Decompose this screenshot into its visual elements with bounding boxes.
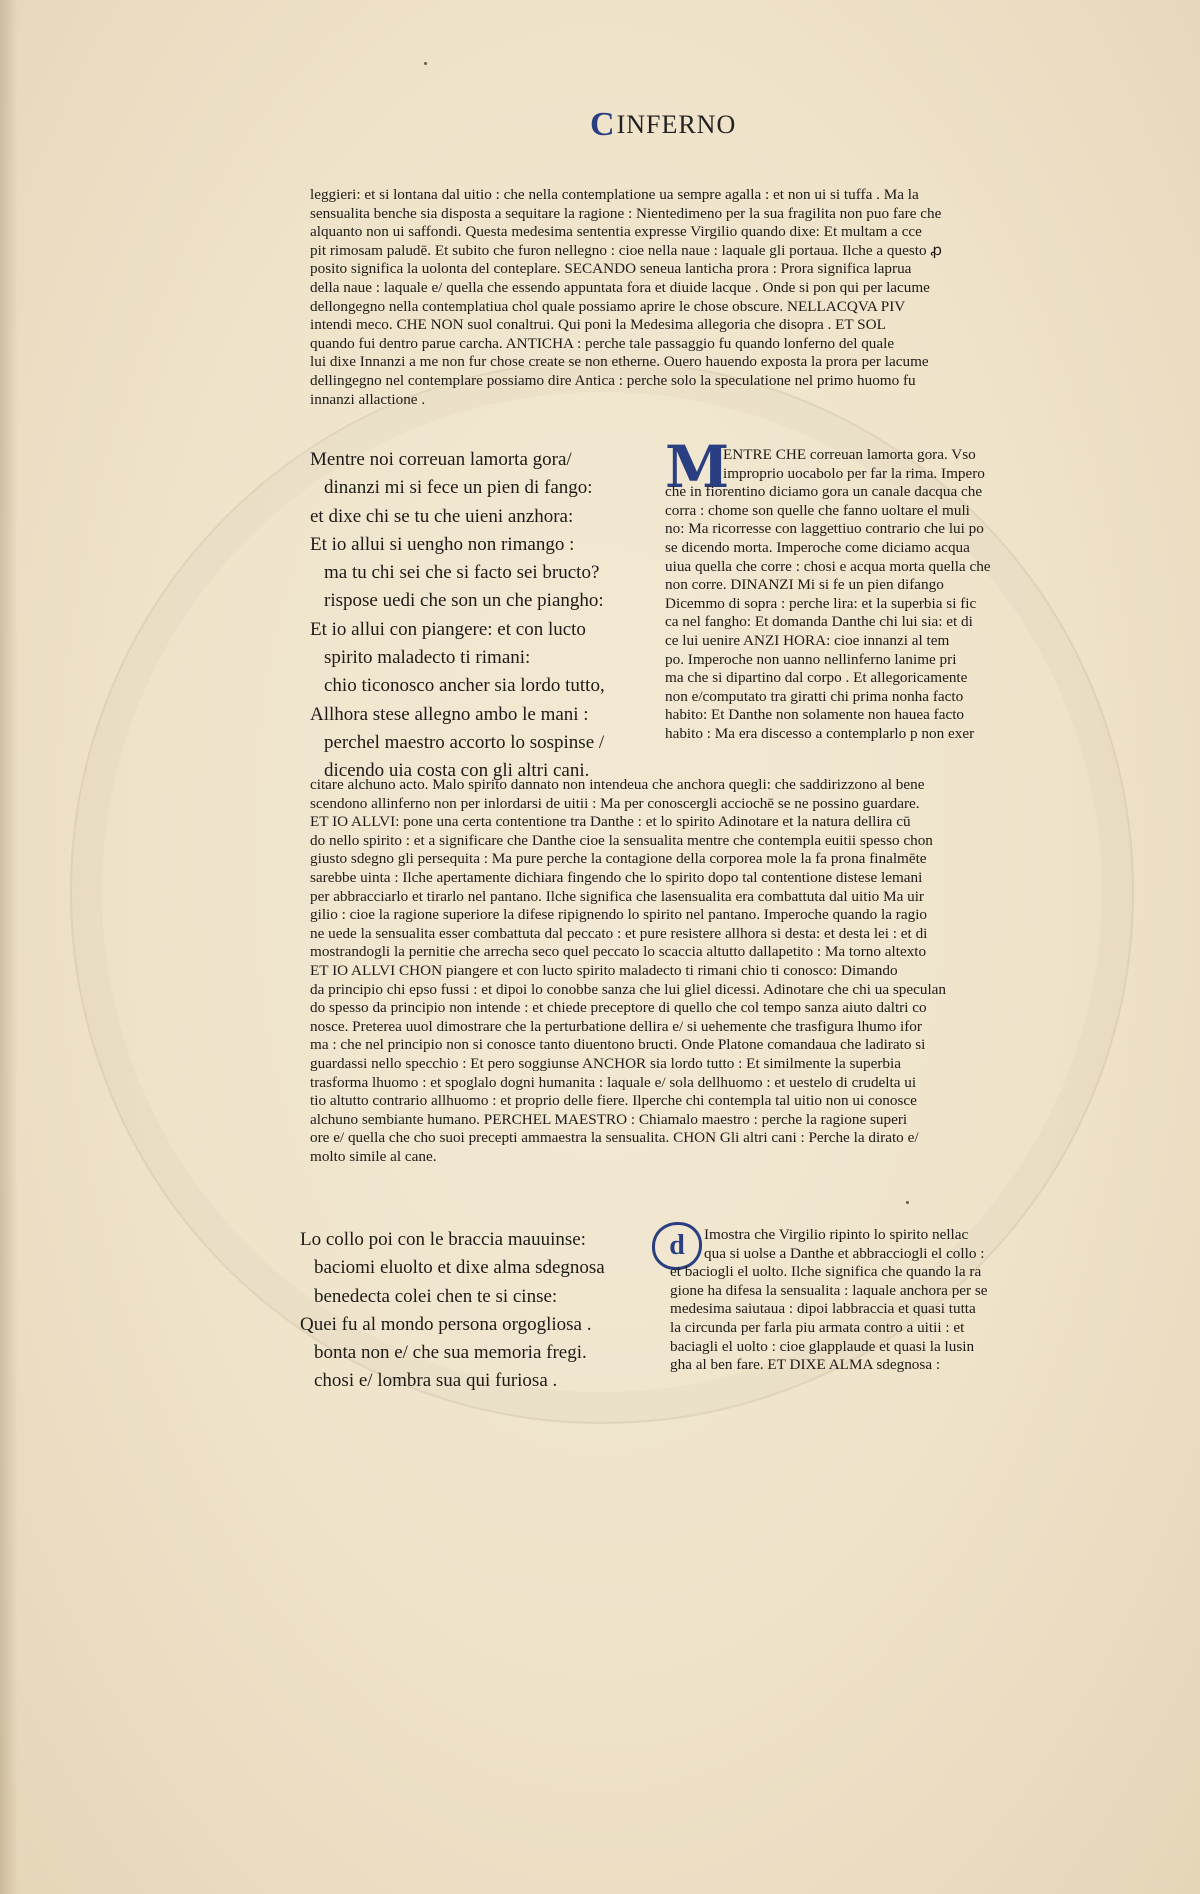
commentary-column-1: [665, 446, 1065, 744]
text-line: scendono allinferno non per inlordarsi de uitii : Ma per conoscergli acciochē se ne possino guardare.: [310, 794, 920, 812]
text-line: ca nel fangho: Et domanda Danthe chi lui sia: et di: [665, 613, 973, 631]
verse-line: ma tu chi sei che si facto sei bructo?: [324, 562, 600, 584]
text-line: habito : Ma era discesso a contemplarlo p non exer: [665, 724, 975, 742]
text-line: sarebbe uinta : Ilche apertamente dichiara fingendo che lo spirito dopo tal contentione distese lemani: [310, 868, 923, 886]
text-line: uiua quella che corre : chosi e acqua morta quella che: [665, 557, 991, 575]
verse-line: et dixe chi se tu che uieni anzhora:: [310, 505, 574, 527]
text-line: leggieri: et si lontana dal uitio : che nella contemplatione ua sempre agalla : et non ui si tuffa . Ma la: [310, 186, 919, 203]
text-line: giusto sdegno gli persequita : Ma pure perche la contagione della corporea mole la fa prona finalmēte: [310, 850, 927, 868]
drop-cap-d: d: [652, 1222, 702, 1270]
text-line: la circunda per farla piu armata contro a uitii : et: [670, 1318, 965, 1336]
text-line: corra : chome son quelle che fanno uoltare el muli: [665, 501, 970, 519]
commentary-top: [310, 186, 1062, 409]
text-line: citare alchuno acto. Malo spirito dannato non intendeua che anchora quegli: che saddirizzono al bene: [310, 776, 925, 793]
ink-speck: [424, 62, 427, 65]
verse-line: Allhora stese allegno ambo le mani :: [310, 703, 589, 725]
text-line: Imostra che Virgilio ripinto lo spirito nellac: [704, 1226, 969, 1243]
text-line: baciagli el uolto : cioe glapplaude et quasi la lusin: [670, 1337, 975, 1355]
text-line: alquanto non ui saffondi. Questa medesima sententia expresse Virgilio quando dixe: Et multam a cce: [310, 223, 922, 241]
verse-line: Et io allui si uengho non rimango :: [310, 533, 575, 555]
text-line: ma : che nel principio non si conosce tanto diuentono bructi. Onde Platone comandaua che ladirato si: [310, 1036, 926, 1054]
text-line: ore e/ quella che cho suoi precepti ammaestra la sensualita. CHON Gli altri cani : Perche la dirato e/: [310, 1129, 919, 1147]
text-line: pit rimosam paludē. Et subito che furon nellegno : cioe nella naue : laquale gli portaua. Ilche a questo ꝓ: [310, 241, 943, 259]
ink-speck: [906, 1201, 909, 1204]
commentary-middle: [310, 776, 1062, 1166]
text-line: dellongegno nella contemplatiua chol quale possiamo aprire le chose obscure. NELLACQVA PIV: [310, 297, 906, 315]
text-line: improprio uocabolo per far la rima. Impero: [723, 464, 985, 482]
text-line: sensualita benche sia disposta a sequitare la ragione : Nientedimeno per la sua fragilita non puo fare che: [310, 204, 942, 222]
verse-line: chosi e/ lombra sua qui furiosa .: [314, 1370, 558, 1392]
text-line: po. Imperoche non uanno nellinferno lanime pri: [665, 650, 957, 668]
verse-line: bonta non e/ che sua memoria fregi.: [314, 1342, 587, 1364]
text-line: et baciogli el uolto. Ilche significa che quando la ra: [670, 1263, 982, 1281]
text-line: gilio : cioe la ragione superiore la difese ripignendo lo spirito nel pantano. Imperoche quando la ragio: [310, 906, 928, 924]
text-line: habito: Et Danthe non solamente non hauea facto: [665, 706, 965, 724]
text-line: do nello spirito : et a significare che Danthe cioe la sensualita mentre che contempla euitii spesso chon: [310, 831, 933, 849]
text-line: Dicemmo di sopra : perche lira: et la superbia si fic: [665, 594, 977, 612]
verse-line: benedecta colei chen te si cinse:: [314, 1285, 558, 1307]
text-line: qua si uolse a Danthe et abbracciogli el collo :: [704, 1244, 985, 1262]
running-head: [590, 108, 736, 142]
verse-line: spirito maladecto ti rimani:: [324, 647, 531, 669]
text-line: medesima saiutaua : dipoi labbraccia et quasi tutta: [670, 1300, 976, 1318]
verse-line: dicendo uia costa con gli altri cani.: [324, 760, 590, 782]
verse-line: rispose uedi che son un che piangho:: [324, 590, 604, 612]
text-line: per abbracciarlo et tirarlo nel pantano. Ilche significa che lasensualita era combattuta dal uitio Ma uir: [310, 887, 924, 905]
text-line: da principio chi epso fussi : et dipoi lo conobbe sanza che lui gliel dicessi. Adinotare che chi ua speculan: [310, 980, 947, 998]
text-line: ne uede la sensualita esser combattuta dal peccato : et pure resistere allhora si desta: et desta lei : et di: [310, 924, 928, 942]
text-line: non e/computato tra giratti chi prima nonha facto: [665, 687, 964, 705]
text-line: intendi meco. CHE NON suol conaltrui. Qui poni la Medesima allegoria che disopra . ET SOL: [310, 316, 886, 334]
verse-line: Mentre noi correuan lamorta gora/: [310, 449, 572, 470]
drop-cap-m: M: [665, 433, 730, 501]
text-line: della naue : laquale e/ quella che essendo appuntata fora et diuide lacque . Onde si pon qui per lacume: [310, 278, 930, 296]
text-line: ma che si dipartino dal corpo . Et allegoricamente: [665, 669, 968, 687]
text-line: lui dixe Innanzi a me non fur chose create se non etherne. Ouero hauendo exposta la prora per lacume: [310, 353, 929, 371]
text-line: dellingegno nel contemplare possiamo dire Antica : perche solo la speculatione nel primo huomo fu: [310, 371, 916, 389]
text-line: ENTRE CHE correuan lamorta gora. Vso: [723, 446, 976, 463]
text-line: posito significa la uolonta del conteplare. SECANDO seneua lanticha prora : Prora significa laprua: [310, 260, 912, 278]
verse-stanza-2: [300, 1226, 660, 1396]
verse-line: dinanzi mi si fece un pien di fango:: [324, 477, 593, 499]
running-head-initial: C: [590, 106, 616, 143]
text-line: mostrandogli la pernitie che arrecha seco quel peccato lo scaccia altutto dallapetito : Ma torno altexto: [310, 943, 927, 961]
text-line: alchuno sembiante humano. PERCHEL MAESTRO : Chiamalo maestro : perche la ragione superi: [310, 1110, 908, 1128]
text-line: non corre. DINANZI Mi si fe un pien difango: [665, 576, 944, 594]
verse-line: chio ticonosco ancher sia lordo tutto,: [324, 675, 605, 697]
text-line: gha al ben fare. ET DIXE ALMA sdegnosa :: [670, 1356, 941, 1374]
text-line: ET IO ALLVI: pone una certa contentione tra Danthe : et lo spirito Adinotare et la natura dellira cū: [310, 813, 911, 831]
text-line: innanzi allactione .: [310, 390, 426, 408]
text-line: ET IO ALLVI CHON piangere et con lucto spirito maladecto ti rimani chio ti conosco: Dimando: [310, 961, 898, 979]
text-line: che in fiorentino diciamo gora un canale dacqua che: [665, 483, 983, 501]
text-line: guardassi nello specchio : Et pero soggiunse ANCHOR sia lordo tutto : Et similmente la superbia: [310, 1054, 901, 1072]
verse-stanza-1: [310, 446, 660, 786]
verse-line: perchel maestro accorto lo sospinse /: [324, 731, 605, 753]
verse-line: Lo collo poi con le braccia mauuinse:: [300, 1229, 586, 1250]
text-line: quando fui dentro parue carcha. ANTICHA : perche tale passaggio fu quando lonferno del quale: [310, 334, 895, 352]
commentary-column-2: [670, 1226, 1064, 1375]
text-line: tio altutto contrario allhuomo : et proprio delle fiere. Ilperche chi contempla tal uitio non ui conosce: [310, 1092, 917, 1110]
text-line: trasforma lhuomo : et spoglalo dogni humanita : laquale e/ sola dellhuomo : et uestelo di crudelta ui: [310, 1073, 917, 1091]
verse-line: Quei fu al mondo persona orgogliosa .: [300, 1313, 592, 1335]
text-line: se dicendo morta. Imperoche come diciamo acqua: [665, 538, 970, 556]
verse-line: Et io allui con piangere: et con lucto: [310, 618, 586, 640]
text-line: no: Ma ricorresse con laggettiuo contrario che lui po: [665, 520, 984, 538]
text-line: gione ha difesa la sensualita : laquale anchora per se: [670, 1281, 988, 1299]
verse-line: baciomi eluolto et dixe alma sdegnosa: [314, 1257, 605, 1279]
text-line: ce lui uenire ANZI HORA: cioe innanzi al tem: [665, 631, 950, 649]
text-line: nosce. Preterea uuol dimostrare che la perturbatione dellira e/ si uehemente che trasfigura lhumo ifor: [310, 1017, 922, 1035]
text-line: molto simile al cane.: [310, 1147, 437, 1165]
text-line: do spesso da principio non intende : et chiede preceptore di quello che col tempo sanza aiuto daltri co: [310, 999, 927, 1017]
page-fold-shadow: [0, 0, 18, 1894]
running-head-title: INFERNO: [616, 110, 737, 139]
